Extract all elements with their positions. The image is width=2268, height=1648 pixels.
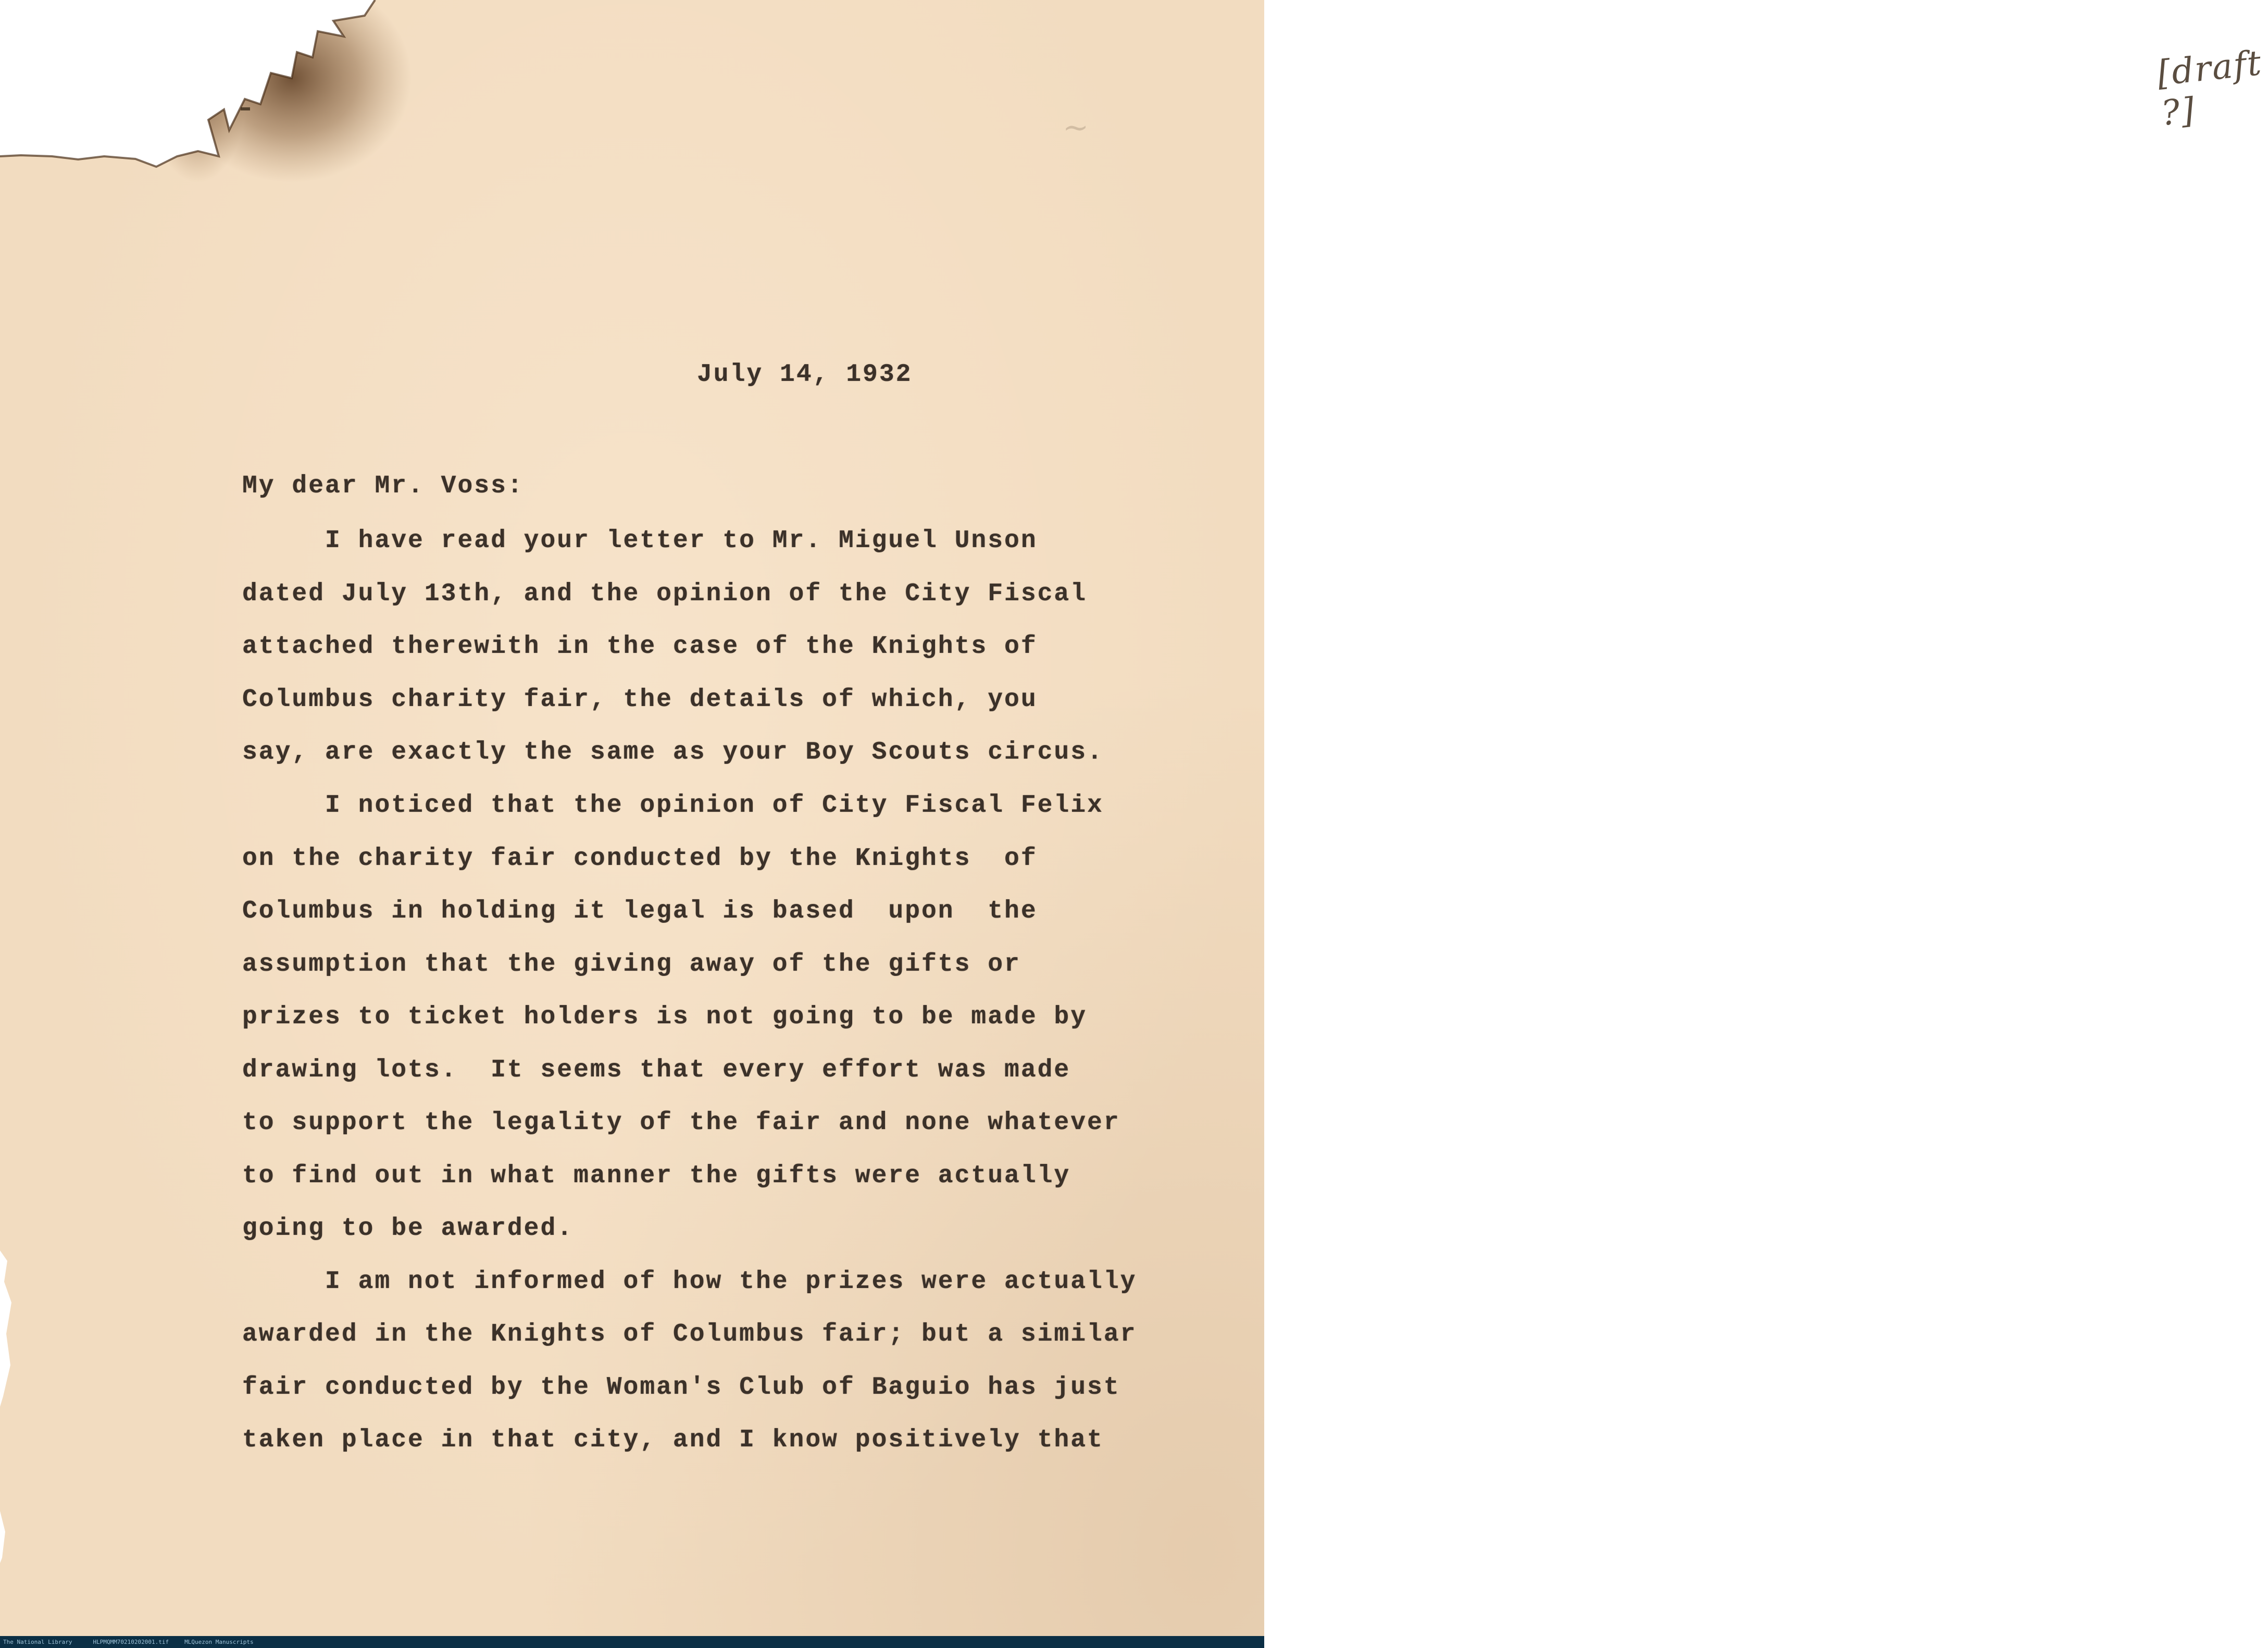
handwritten-annotation	[1073, 21, 2264, 134]
body-line: assumption that the giving away of the gifts or	[242, 950, 1021, 978]
archive-footer-bar	[0, 1636, 1264, 1648]
body-line: going to be awarded.	[242, 1215, 574, 1243]
footer-collection: MLQuezon Manuscripts	[184, 1639, 254, 1645]
footer-library: The National Library	[3, 1639, 72, 1645]
annotation-bracket-open: [	[2155, 52, 2174, 94]
body-line: fair conducted by the Woman's Club of Baguio has just	[242, 1373, 1120, 1402]
body-line: I noticed that the opinion of City Fiscal Felix	[242, 791, 1104, 820]
body-line: dated July 13th, and the opinion of the City Fiscal	[242, 580, 1088, 608]
body-line: drawing lots. It seems that every effort was made	[242, 1056, 1071, 1084]
torn-left-edge	[0, 0, 21, 1636]
faint-pencil-mark: ~	[1063, 109, 1089, 146]
body-line: taken place in that city, and I know positively that	[242, 1426, 1104, 1454]
body-line: I am not informed of how the prizes were actually	[242, 1268, 1137, 1296]
body-line: on the charity fair conducted by the Knights of	[242, 845, 1038, 873]
letter-date: July 14, 1932	[697, 361, 913, 389]
body-line: prizes to ticket holders is not going to be made by	[242, 1003, 1088, 1031]
body-line: attached therewith in the case of the Knights of	[242, 633, 1038, 661]
footer-filename: HLPMQMM70210202001.tif	[93, 1639, 169, 1645]
letter-salutation: My dear Mr. Voss:	[242, 472, 524, 500]
burn-damage	[0, 0, 469, 219]
body-line: to find out in what manner the gifts were actually	[242, 1162, 1071, 1190]
body-line: say, are exactly the same as your Boy Scouts circus.	[242, 738, 1104, 766]
body-line: to support the legality of the fair and none whatever	[242, 1109, 1120, 1137]
body-line: Columbus charity fair, the details of which, you	[242, 686, 1038, 714]
annotation-text: draft ?	[2159, 42, 2264, 134]
body-line: Columbus in holding it legal is based upon the	[242, 897, 1038, 925]
annotation-bracket-close: ]	[2178, 90, 2198, 132]
body-line: awarded in the Knights of Columbus fair; but a similar	[242, 1320, 1137, 1348]
body-line: I have read your letter to Mr. Miguel Unson	[242, 527, 1038, 555]
